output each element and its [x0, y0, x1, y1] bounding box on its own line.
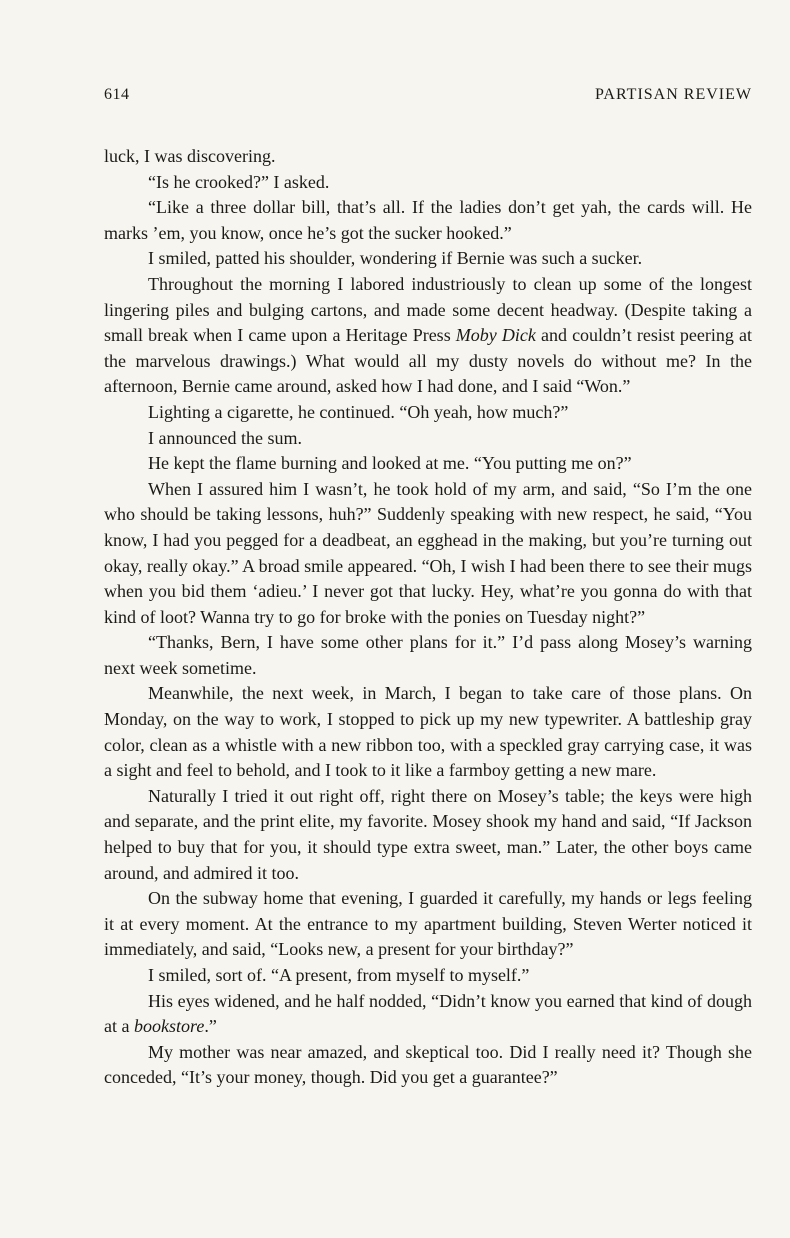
journal-title: PARTISAN REVIEW — [594, 86, 752, 103]
paragraph-6: Lighting a cigarette, he continued. “Oh yeah, how much?” — [148, 401, 569, 422]
page-number: 614 — [104, 86, 130, 103]
paragraph-16: My mother was near amazed, and skeptical too. Did I really need it? Though she conceded, “It’s your money, though. Did you get a guarantee?” — [104, 1041, 752, 1088]
paragraph-10: “Thanks, Bern, I have some other plans for it.” I’d pass along Mosey’s warning next week sometime. — [104, 632, 752, 678]
paragraph-8: He kept the flame burning and looked at me. “You putting me on?” — [148, 453, 632, 474]
paragraph-12: Naturally I tried it out right off, right there on Mosey’s table; the keys were high and separate, and the print elite, my favorite. Mosey shook my hand and said, “If Jackson helped to buy that for you, it should type extra sweet, man.” Later, the other boys came around, and admired it too. — [104, 785, 752, 883]
paragraph-14: I smiled, sort of. “A present, from myself to myself.” — [148, 965, 530, 985]
paragraph-2: “Is he crooked?” I asked. — [148, 171, 330, 192]
body-text — [104, 144, 752, 1091]
paragraph-3: “Like a three dollar bill, that’s all. If the ladies don’t get yah, the cards will. He marks ’em, you know, once he’s got the sucker hooked.” — [104, 197, 752, 243]
book-title-moby-dick: Moby Dick — [455, 325, 536, 346]
paragraph-11: Meanwhile, the next week, in March, I began to take care of those plans. On Monday, on the way to work, I stopped to pick up my new typewriter. A battleship gray color, clean as a whistle with a new ribbon too, with a speckled gray carrying case, it was a sight and feel to behold, and I took to it like a farmboy getting a new mare. — [104, 683, 752, 781]
paragraph-4: I smiled, patted his shoulder, wondering if Bernie was such a sucker. — [148, 248, 643, 269]
paragraph-7: I announced the sum. — [148, 427, 302, 448]
emphasis-bookstore: bookstore — [133, 1016, 205, 1037]
paragraph-9: When I assured him I wasn’t, he took hold of my arm, and said, “So I’m the one who should be taking lessons, huh?” Suddenly speaking with new respect, he said, “You know, I had you pegged for a deadbeat, an egghead in the making, but you’re turning out okay, really okay.” A broad smile appeared. “Oh, I wish I had been there to see their mugs when you bid them ‘adieu.’ I never got that lucky. Hey, what’re you gonna do with that kind of loot? Wanna try to go for broke with the ponies on Tuesday night?” — [104, 478, 752, 627]
paragraph-13: On the subway home that evening, I guarded it carefully, my hands or legs feeling it at every moment. At the entrance to my apartment building, Steven Werter noticed it immediately, and said, “Looks new, a present for your birthday?” — [104, 888, 752, 960]
paragraph-15: His eyes widened, and he half nodded, “Didn’t know you earned that kind of dough at a bookstore.” — [104, 990, 752, 1037]
paragraph-1: luck, I was discovering. — [104, 146, 276, 166]
paragraph-5: Throughout the morning I labored industriously to clean up some of the longest lingering piles and bulging cartons, and made some decent headway. (Despite taking a small break when I came upon a Heritage Press Moby Dick and couldn’t resist peering at the marvelous drawings.) What would all my dusty novels do without me? In the afternoon, Bernie came around, asked how I had done, and I said “Won.” — [104, 273, 752, 397]
